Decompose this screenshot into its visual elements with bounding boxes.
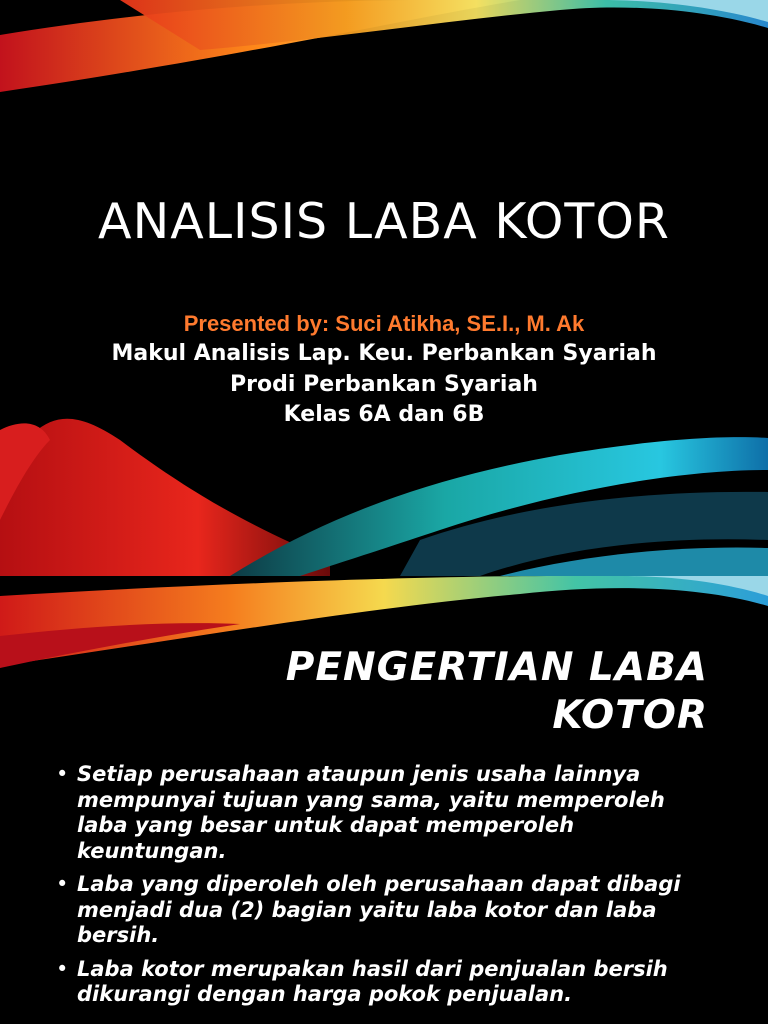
presenter-line: Presented by: Suci Atikha, SE.I., M. Ak bbox=[183, 311, 585, 336]
list-item bbox=[56, 957, 720, 1008]
list-item bbox=[56, 762, 720, 864]
section-heading bbox=[108, 644, 708, 740]
bullet-icon: • bbox=[56, 872, 69, 896]
list-item bbox=[56, 872, 720, 949]
course-line: Makul Analisis Lap. Keu. Perbankan Syariah bbox=[111, 341, 657, 366]
section-heading-line-2: KOTOR bbox=[552, 693, 708, 738]
bullet-text: Laba yang diperoleh oleh perusahaan dapat dibagi menjadi dua (2) bagian yaitu laba kotor dan laba bersih. bbox=[77, 872, 681, 947]
bullet-icon: • bbox=[56, 762, 69, 786]
bullet-text: Setiap perusahaan ataupun jenis usaha lainnya mempunyai tujuan yang sama, yaitu memperoleh laba yang besar untuk dapat memperoleh keuntungan. bbox=[77, 762, 665, 863]
section-heading-line-1: PENGERTIAN LABA bbox=[285, 645, 708, 690]
bullet-list bbox=[56, 762, 720, 1016]
slide-definition bbox=[0, 576, 768, 1024]
program-line: Prodi Perbankan Syariah bbox=[230, 372, 538, 397]
slide-title-heading: ANALISIS LABA KOTOR bbox=[98, 193, 670, 250]
bullet-icon: • bbox=[56, 956, 69, 981]
class-line: Kelas 6A dan 6B bbox=[283, 402, 485, 427]
bullet-text: Laba kotor merupakan hasil dari penjualan bersih dikurangi dengan harga pokok penjualan. bbox=[77, 956, 668, 1006]
